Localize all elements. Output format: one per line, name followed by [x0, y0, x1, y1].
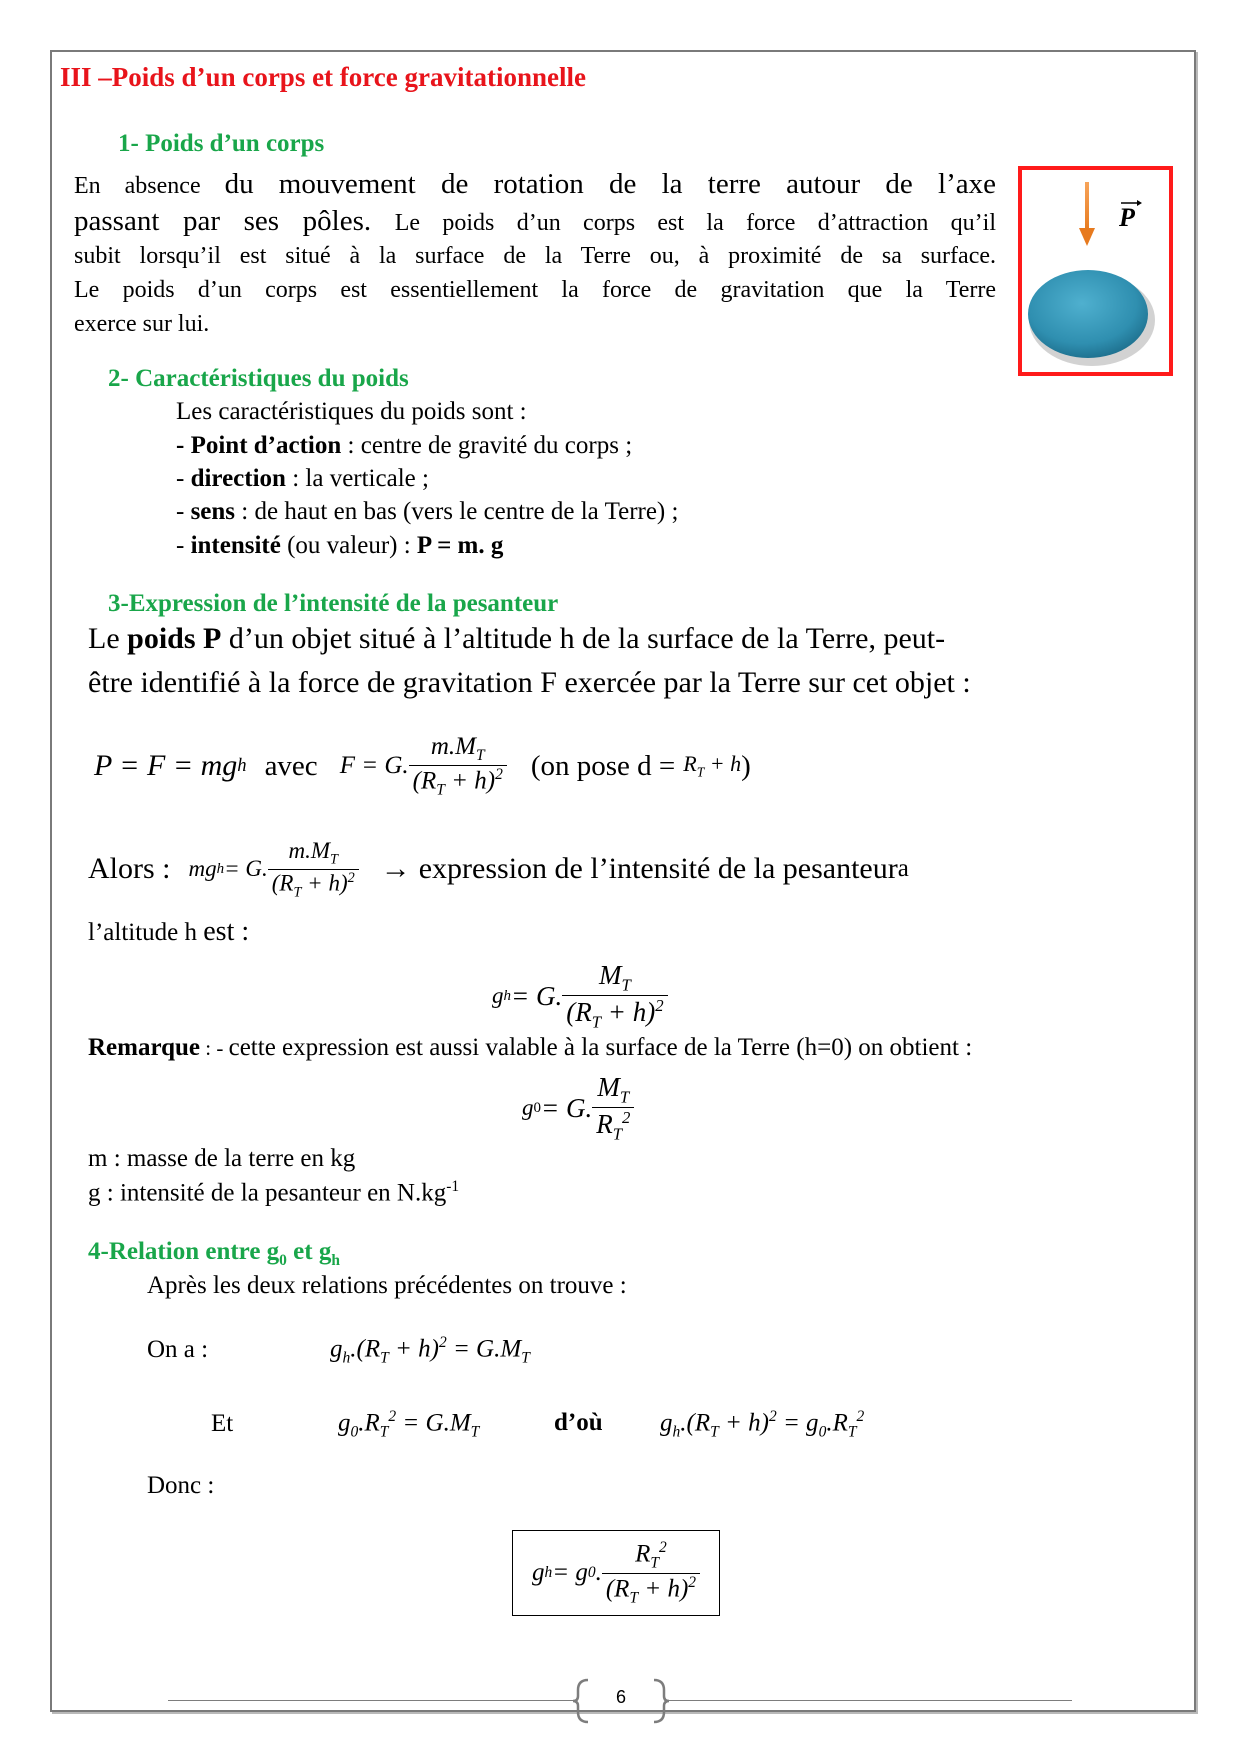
eqD-eq: = g — [552, 1559, 588, 1586]
heading-3: 3-Expression de l’intensité de la pesanteur — [108, 590, 559, 617]
heading-2: 2- Caractéristiques du poids — [108, 365, 409, 392]
s1-line-2a: passant par ses pôles. — [74, 205, 395, 237]
heading-4-sub0: 0 — [279, 1252, 287, 1269]
heading-4 — [88, 1238, 340, 1270]
arrow-head — [1079, 228, 1095, 246]
remarque-line — [88, 1034, 972, 1062]
s4-donc: Donc : — [147, 1472, 215, 1499]
s1-line-5: exerce sur lui. — [74, 311, 210, 337]
eqD-num-text: R — [635, 1540, 651, 1568]
eq3-sub-h: h — [503, 987, 511, 1004]
eq1-sub-h: h — [237, 755, 247, 777]
eq2-text: expression de l’intensité de la pesanteur — [418, 852, 898, 886]
s3-altitude-line — [88, 916, 249, 948]
s3-line-1a: Le — [88, 622, 128, 655]
eqD-fraction — [602, 1539, 700, 1607]
s3-line-1 — [88, 622, 945, 656]
s2-item-2-rest: : la verticale ; — [285, 465, 429, 492]
remarque-text: cette expression est aussi valable à la surface de la Terre (h=0) on obtient : — [228, 1034, 973, 1061]
eq4-den-text: R — [596, 1109, 613, 1140]
eqC-c: + h) — [718, 1409, 769, 1437]
eqD-den-sq: 2 — [688, 1573, 697, 1591]
eq3-num — [595, 960, 635, 995]
eq2-den-b: + h) — [301, 870, 348, 896]
s2-item-4-prefix: - — [176, 532, 191, 559]
eqD-num — [631, 1539, 671, 1572]
s4-intro: Après les deux relations précédentes on trouve : — [147, 1272, 627, 1299]
eqD-sub0: 0 — [587, 1564, 596, 1581]
s3-line-2: être identifié à la force de gravitation F exercée par la Terre sur cet objet : — [88, 666, 971, 699]
eqC-d: = g — [776, 1409, 819, 1437]
eq3-den-b: + h) — [601, 997, 656, 1028]
eq1-avec: avec — [264, 749, 318, 782]
eq2-lhs: mg — [188, 856, 217, 882]
s4-et: Et — [211, 1410, 234, 1437]
eq1-num-sub: T — [475, 747, 485, 764]
heading-4-subh: h — [331, 1252, 340, 1269]
s1-line-1b: du mouvement de rotation de la terre autour de l’axe — [224, 168, 996, 200]
eq1-num-text: m.M — [430, 733, 476, 760]
equation-4 — [522, 1072, 634, 1145]
eq2-den-sub: T — [293, 883, 302, 900]
eq3-num-sub: T — [621, 975, 631, 995]
eq2-G: = G. — [224, 856, 268, 882]
eqD-den-b: + h) — [638, 1574, 689, 1602]
s2-item-1-bold: Point d’action — [190, 432, 342, 459]
eqB-b: .R — [358, 1409, 380, 1437]
s2-item-4 — [176, 532, 503, 560]
eq3-fraction — [562, 960, 667, 1033]
eqA-a: g — [330, 1335, 343, 1363]
eqD-a: g — [531, 1559, 545, 1586]
eq2-a: a — [897, 855, 909, 883]
s2-item-3-prefix: - — [176, 498, 191, 525]
eq2-sub-h: h — [216, 860, 225, 877]
s3-line-1-bold: poids P — [127, 622, 222, 655]
eqA-sub-T2: T — [521, 1349, 530, 1367]
eqC-sub-T2: T — [847, 1423, 857, 1441]
eqB-a: g — [338, 1409, 351, 1437]
weight-figure — [1018, 166, 1173, 376]
eq1-pose: (on pose d = — [530, 749, 676, 782]
eq4-den-sq: 2 — [622, 1108, 631, 1128]
s2-item-4-formula: P = m. g — [416, 532, 504, 559]
eq4-fraction — [592, 1072, 634, 1145]
equation-B — [338, 1408, 479, 1441]
s2-item-2 — [176, 465, 429, 493]
s2-item-2-prefix: - — [176, 465, 191, 492]
eqD-den — [602, 1573, 700, 1607]
eq2-num-sub: T — [330, 851, 338, 868]
eq1-den-sq: 2 — [495, 766, 503, 783]
eqA-sub-h: h — [342, 1349, 351, 1367]
eq3-den-a: (R — [566, 997, 592, 1028]
remarque-prefix: : - — [200, 1036, 229, 1060]
final-equation-box — [512, 1530, 720, 1616]
eq2-den — [268, 869, 359, 901]
vector-arrow-tip — [1137, 200, 1142, 206]
earth-ball — [1028, 270, 1148, 358]
eqB-sub-T2: T — [470, 1423, 480, 1441]
eq2-num — [285, 838, 342, 869]
equation-D — [532, 1539, 700, 1607]
eq4-num-text: M — [597, 1072, 620, 1102]
eqB-sub0: 0 — [350, 1423, 359, 1441]
eq2-fraction — [268, 838, 359, 901]
s2-item-4-rest: (ou valeur) : — [280, 532, 417, 559]
s2-item-3-rest: : de haut en bas (vers le centre de la Terre) ; — [235, 498, 679, 525]
eq2-den-sq: 2 — [347, 869, 355, 886]
eq4-num-sub: T — [619, 1087, 630, 1107]
eqD-sub-h: h — [544, 1564, 553, 1581]
s2-item-3 — [176, 498, 678, 526]
s2-item-3-bold: sens — [190, 498, 236, 525]
eqB-sq: 2 — [388, 1408, 397, 1425]
definition-g-text: g : intensité de la pesanteur en N.kg — [88, 1179, 447, 1207]
s1-line-1a: En absence — [74, 173, 225, 199]
eq3-G: = G. — [511, 980, 563, 1011]
eqC-sub0: 0 — [818, 1423, 827, 1441]
footer-line-left — [168, 1700, 574, 1701]
definition-g — [88, 1178, 459, 1207]
eq4-num — [593, 1072, 633, 1107]
eq3-den-sub: T — [591, 1012, 602, 1032]
arrow-shaft — [1085, 182, 1089, 232]
s3-line-1c: d’un objet situé à l’altitude h de la surface de la Terre, peut- — [221, 622, 946, 655]
s2-item-1-rest: : centre de gravité du corps ; — [341, 432, 633, 459]
eqD-num-sub: T — [650, 1554, 660, 1572]
eq2-arrow: → — [380, 852, 411, 886]
eq4-G: = G. — [541, 1092, 593, 1123]
eq1-pose-sub: T — [696, 764, 705, 780]
eq4-den — [592, 1107, 634, 1144]
eq1-pose-a: R — [683, 751, 697, 777]
eqC-sub-T: T — [710, 1423, 719, 1441]
left-brace — [573, 1680, 588, 1722]
eq1-fraction — [409, 733, 507, 799]
eq1-den-b: + h) — [444, 767, 496, 795]
eqA-c: + h) — [388, 1335, 439, 1363]
eq1-pose-expr — [683, 751, 741, 780]
section-title: III –Poids d’un corps et force gravitationnelle — [60, 62, 586, 92]
eq1-den-a: (R — [412, 767, 437, 795]
s1-line-1 — [74, 166, 996, 204]
s1-line-2 — [74, 203, 996, 241]
eqC-a: g — [660, 1409, 673, 1437]
s3-altitude-b: est : — [203, 916, 250, 947]
s4-on-a: On a : — [147, 1336, 209, 1363]
equation-A — [330, 1334, 530, 1367]
eq3-lhs: g — [492, 983, 504, 1009]
eq1-F: F = G. — [339, 752, 409, 780]
definition-m: m : masse de la terre en kg — [88, 1145, 356, 1172]
eqD-den-a: (R — [605, 1574, 630, 1602]
eqA-d: = G.M — [446, 1335, 522, 1363]
s1-line-4: Le poids d’un corps est essentiellement la force de gravitation que la Terre — [74, 277, 996, 303]
equation-C — [660, 1408, 864, 1441]
eq1-close: ) — [741, 749, 751, 782]
eqC-e: .R — [826, 1409, 848, 1437]
eqC-sq2: 2 — [856, 1408, 865, 1425]
eqA-sub-T: T — [380, 1349, 389, 1367]
definition-g-sup: -1 — [446, 1178, 460, 1195]
eqA-sq: 2 — [438, 1334, 447, 1351]
footer-line-right — [668, 1700, 1072, 1701]
eqD-den-sub: T — [629, 1588, 639, 1606]
equation-2 — [88, 838, 909, 901]
eqB-sub-T: T — [379, 1423, 389, 1441]
eq2-den-a: (R — [271, 870, 294, 896]
eq3-den-sq: 2 — [655, 996, 664, 1016]
eq1-lhs: P = F = mg — [94, 749, 238, 783]
eq1-den — [409, 765, 507, 799]
s2-item-1-prefix: - — [176, 432, 191, 459]
s2-item-1 — [176, 432, 632, 460]
eq2-alors: Alors : — [88, 852, 171, 886]
eq1-num — [427, 733, 489, 765]
equation-1 — [94, 733, 751, 799]
heading-4b: et g — [286, 1238, 332, 1265]
s4-dou: d’où — [554, 1409, 603, 1436]
s2-item-2-bold: direction — [190, 465, 286, 492]
s3-altitude-a: l’altitude h — [88, 919, 204, 946]
eqC-sq: 2 — [768, 1408, 777, 1425]
eq1-pose-b: + h — [704, 751, 742, 777]
eq1-den-sub: T — [436, 781, 445, 799]
eq4-lhs: g — [522, 1095, 534, 1121]
figure-label-P: P — [1119, 203, 1135, 232]
weight-figure-svg — [1022, 170, 1169, 372]
equation-3 — [492, 960, 668, 1033]
page-number: 6 — [615, 1687, 626, 1707]
eqC-b: .(R — [680, 1409, 711, 1437]
eqB-c: = G.M — [396, 1409, 471, 1437]
heading-4a: 4-Relation entre g — [88, 1238, 280, 1265]
eq4-den-sub: T — [612, 1124, 623, 1144]
remarque-bold: Remarque — [88, 1034, 201, 1061]
eq4-sub-0: 0 — [533, 1099, 541, 1116]
s1-line-2b: Le poids d’un corps est la force d’attraction qu’il — [394, 210, 996, 236]
s1-line-3: subit lorsqu’il est situé à la surface de la Terre ou, à proximité de sa surface. — [74, 243, 996, 269]
s2-item-4-bold: intensité — [190, 532, 281, 559]
eqD-dot: . — [595, 1559, 602, 1586]
s2-intro: Les caractéristiques du poids sont : — [176, 398, 527, 425]
eqA-b: .(R — [350, 1335, 381, 1363]
eqD-num-sq: 2 — [659, 1539, 667, 1557]
heading-1: 1- Poids d’un corps — [118, 130, 325, 157]
eq3-den — [562, 995, 667, 1032]
eq3-num-text: M — [599, 960, 622, 990]
eq2-num-text: m.M — [288, 838, 331, 863]
eqC-sub-h: h — [672, 1423, 681, 1441]
right-brace — [654, 1680, 669, 1722]
